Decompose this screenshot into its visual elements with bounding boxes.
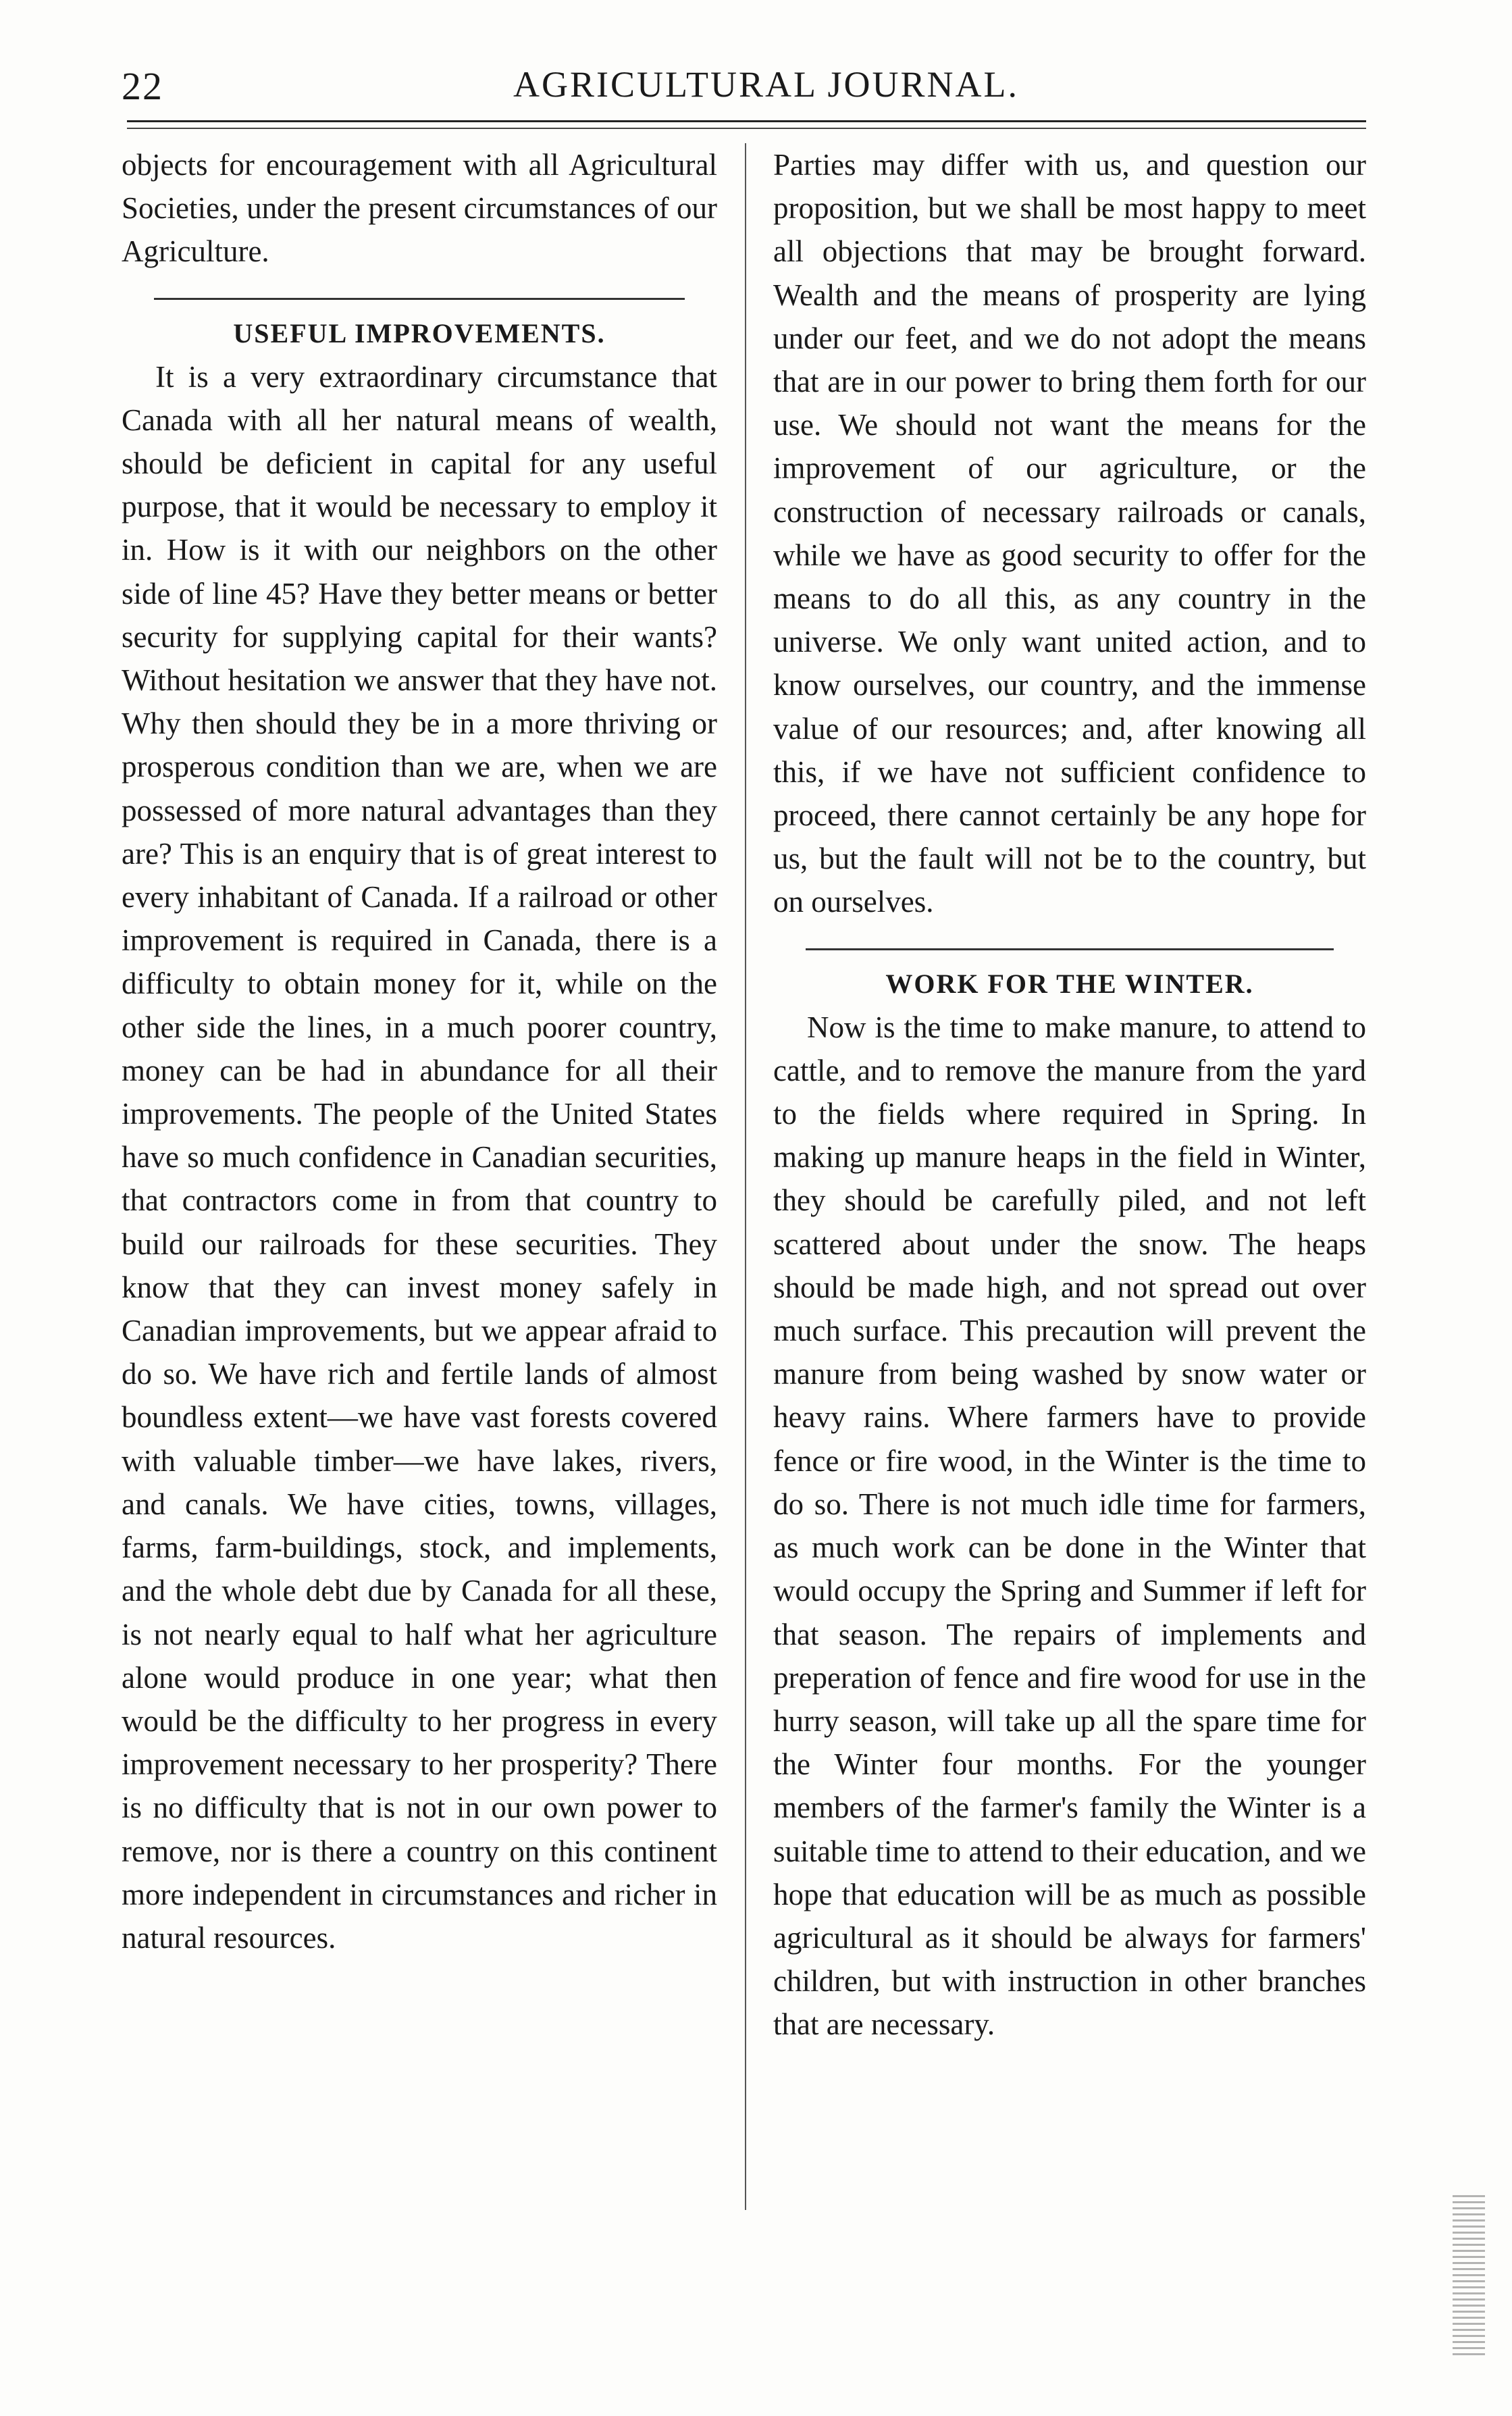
right-column [773, 143, 1366, 2047]
header-rule [127, 120, 1366, 129]
page-header [81, 57, 1364, 118]
section-divider-work-for-the-winter [806, 948, 1334, 950]
useful-improvements-body: It is a very extraordinary circumstance that Canada with all her natural means of wealth, should be deficient in capital for any useful purpose, that it would be necessary to employ it in. How is it with our neighbors on the other side of line 45? Have they better means or better security for supplying capital for their wants? Without hesitation we answer that they have not. Why then should they be in a more thriving or prosperous condition than we are, when we are possessed of more natural advantages than they are? This is an enquiry that is of great interest to every inhabitant of Canada. If a railroad or other improvement is required in Canada, there is a difficulty to obtain money for it, while on the other side the lines, in a much poorer country, money can be had in abundance for all their improvements. The people of the United States have so much confidence in Canadian securities, that contractors come in from that country to build our railroads for these securities. They know that they can invest money safely in Canadian improvements, but we appear afraid to do so. We have rich and fertile lands of almost boundless extent—we have vast forests covered with valuable timber—we have lakes, rivers, and canals. We have cities, towns, villages, farms, farm-buildings, stock, and implements, and the whole debt due by Canada for all these, is not nearly equal to half what her agriculture alone would produce in one year; what then would be the difficulty to her progress in every improvement necessary to her prosperity? There is no difficulty that is not in our own power to remove, nor is there a country on this continent more independent in circumstances and richer in natural resources. [122, 359, 717, 1955]
left-column [122, 143, 717, 1959]
section-divider-useful-improvements [154, 298, 685, 300]
work-for-the-winter-body: Now is the time to make manure, to attend to cattle, and to remove the manure from the yard to the fields where required in Spring. In making up manure heaps in the field in Winter, they should be carefully piled, and not left scattered about under the snow. The heaps should be made high, and not spread out over much surface. This precaution will prevent the manure from being washed by snow water or heavy rains. Where farmers have to provide fence or fire wood, in the Winter is the time to do so. There is not much idle time for farmers, as much work can be done in the Winter that would occupy the Spring and Summer if left for that season. The repairs of implements and preperation of fence and fire wood for use in the hurry season, will take up all the spare time for the Winter four months. For the younger members of the farmer's family the Winter is a suitable time to attend to their education, and we hope that education will be as much as possible agricultural as it should be always for farmers' children, but with instruction in other branches that are necessary. [773, 1010, 1366, 2042]
column-divider [745, 143, 746, 2210]
left-continuation-paragraph: objects for encouragement with all Agricultural Societies, under the present circumstances of our Agriculture. [122, 148, 717, 269]
section-heading-work-for-the-winter: WORK FOR THE WINTER. [885, 968, 1254, 999]
margin-speckle [1453, 2195, 1485, 2357]
page-number: 22 [122, 64, 163, 108]
running-title: AGRICULTURAL JOURNAL. [513, 64, 1020, 105]
section-heading-useful-improvements: USEFUL IMPROVEMENTS. [233, 317, 606, 349]
right-continuation-paragraph: Parties may differ with us, and question our proposition, but we shall be most happy to meet all objections that may be brought forward. Wealth and the means of prosperity are lying under our feet, and we do not adopt the means that are in our power to bring them forth for our use. We should not want the means for the improvement of our agriculture, or the construction of necessary railroads or canals, while we have as good security to offer for the means to do all this, as any country in the universe. We only want united action, and to know ourselves, our country, and the immense value of our resources; and, after knowing all this, if we have not sufficient confidence to proceed, there cannot certainly be any hope for us, but the fault will not be to the country, but on ourselves. [773, 148, 1366, 919]
